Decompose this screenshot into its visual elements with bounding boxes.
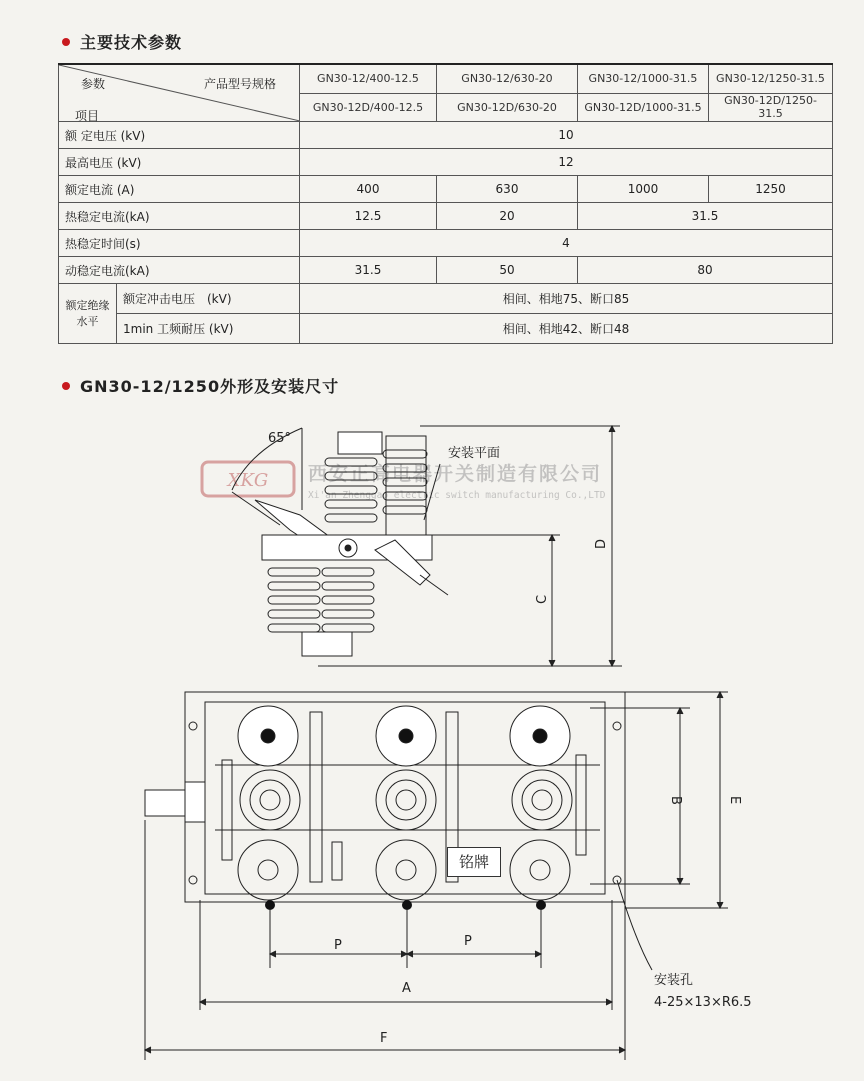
row-value: 1000: [578, 176, 709, 203]
watermark-en: Xi'an Zhenggao electric switch manufacturing Co.,LTD: [308, 490, 606, 501]
row-label: 热稳定电流(kA): [59, 203, 300, 230]
bullet-icon: [62, 382, 70, 390]
dim-d-label: D: [594, 538, 609, 549]
nameplate: 铭牌: [447, 847, 501, 877]
row-label: 额 定电压 (kV): [59, 122, 300, 149]
row-value: 20: [437, 203, 578, 230]
row-value: 400: [300, 176, 437, 203]
row-label: 额定冲击电压 (kV): [117, 284, 300, 314]
row-value: 12.5: [300, 203, 437, 230]
model-cell: GN30-12D/630-20: [437, 93, 578, 122]
spec-table: [58, 63, 833, 344]
table-row: [59, 284, 833, 314]
dim-e-label: E: [727, 796, 742, 805]
table-row: [59, 257, 833, 284]
model-cell: GN30-12/1250-31.5: [709, 64, 833, 93]
row-label: 最高电压 (kV): [59, 149, 300, 176]
bullet-icon: [62, 38, 70, 46]
angle-label: 65°: [268, 431, 292, 446]
table-row: [59, 203, 833, 230]
row-value: 1250: [709, 176, 833, 203]
row-value: 10: [300, 122, 833, 149]
hole-label: 安装孔: [654, 973, 694, 988]
table-row: [59, 230, 833, 257]
table-row: [59, 122, 833, 149]
dim-p-label: P: [334, 938, 342, 953]
model-cell: GN30-12D/1250-31.5: [709, 93, 833, 122]
model-cell: GN30-12/400-12.5: [300, 64, 437, 93]
row-value: 50: [437, 257, 578, 284]
dim-b-label: B: [668, 796, 683, 805]
row-value: 12: [300, 149, 833, 176]
row-value: 630: [437, 176, 578, 203]
row-label: 1min 工频耐压 (kV): [117, 314, 300, 344]
model-cell: GN30-12/1000-31.5: [578, 64, 709, 93]
row-value: 31.5: [300, 257, 437, 284]
technical-drawing: [0, 400, 864, 1081]
section-title-specs: 主要技术参数: [62, 30, 182, 53]
row-value: 4: [300, 230, 833, 257]
row-value: 相间、相地75、断口85: [300, 284, 833, 314]
row-label: 动稳定电流(kA): [59, 257, 300, 284]
model-cell: GN30-12D/400-12.5: [300, 93, 437, 122]
row-label: 热稳定时间(s): [59, 230, 300, 257]
section-title-dimensions: GN30-12/1250外形及安装尺寸: [62, 374, 339, 397]
table-row: [59, 176, 833, 203]
corner-spec-label: 产品型号规格: [204, 77, 277, 91]
row-label: 额定电流 (A): [59, 176, 300, 203]
insulation-group-label: 额定绝缘水平: [59, 284, 117, 344]
corner-param-label: 参数: [81, 77, 106, 91]
model-cell: GN30-12D/1000-31.5: [578, 93, 709, 122]
table-corner-header: [59, 64, 300, 122]
dim-p-label: P: [464, 934, 472, 949]
dim-a-label: A: [402, 981, 411, 996]
watermark-logo-text: XKG: [227, 470, 269, 491]
front-view: [145, 692, 728, 1060]
table-row: [59, 149, 833, 176]
row-value: 31.5: [578, 203, 833, 230]
model-cell: GN30-12/630-20: [437, 64, 578, 93]
dim-c-label: C: [535, 594, 550, 604]
table-row: [59, 314, 833, 344]
row-value: 80: [578, 257, 833, 284]
dim-f-label: F: [380, 1031, 388, 1046]
mount-plane-label: 安装平面: [448, 446, 501, 461]
watermark-cn: 西安正高电器开关制造有限公司: [308, 463, 603, 485]
row-value: 相间、相地42、断口48: [300, 314, 833, 344]
hole-spec: 4-25×13×R6.5: [654, 995, 752, 1010]
side-view: [232, 426, 622, 666]
corner-item-label: 项目: [75, 109, 100, 123]
